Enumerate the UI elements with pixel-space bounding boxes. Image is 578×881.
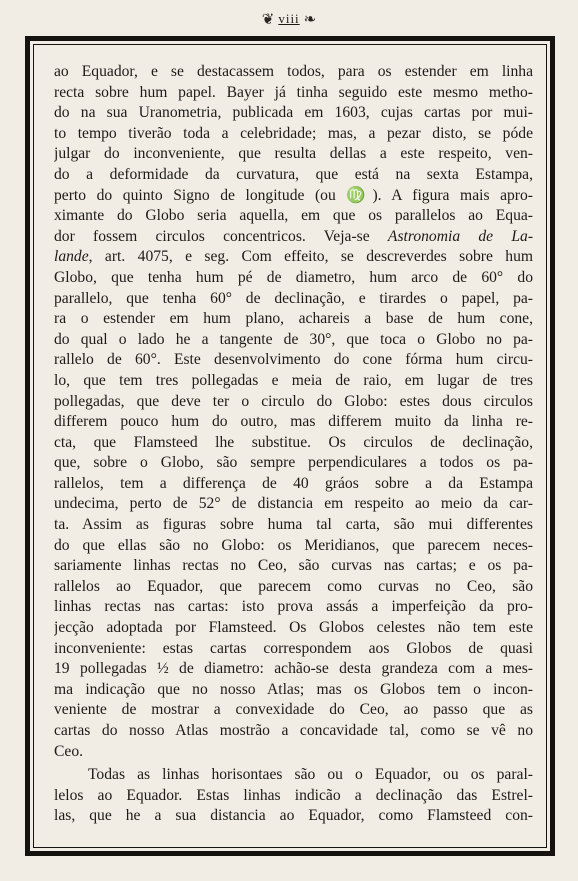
text-line: differem pouco hum do outro, mas differem muito da linha re- <box>54 413 533 431</box>
text-line: do a deformidade da curvatura, que está na sexta Estampa, <box>54 165 533 183</box>
text-line: to tempo tiverão toda a celebridade; mas, a pezar disto, se póde <box>54 124 533 142</box>
text-line: dor fossem circulos concentricos. Veja-se Astronomia de La- <box>54 227 533 245</box>
text-line: ao Equador, e se destacassem todos, para os estender em linha <box>54 63 533 80</box>
text-line: sariamente linhas rectas no Ceo, são curvas nas cartas; e os pa- <box>54 557 533 575</box>
text-line: las, que he a sua distancia ao Equador, como Flamsteed con- <box>54 807 533 825</box>
right-ornament-icon: ❧ <box>303 9 317 28</box>
text-line: do na sua Uranometria, publicada em 1603, cujas cartas por mui- <box>54 104 533 122</box>
text-line: rallelo de 60°. Este desenvolvimento do cone fórma hum circu- <box>54 351 533 369</box>
text-line: Ceo. <box>54 742 84 760</box>
text-line: do qual o lado he a tangente de 30°, que toca o Globo no pa- <box>54 330 533 348</box>
text-line: cartas do nosso Atlas mostrão a concavidade tal, como se vê no <box>54 722 533 739</box>
text-line: Globo, que tenha hum pé de diametro, hum arco de 60° do <box>54 268 533 286</box>
text-line: jecção adoptada por Flamsteed. Os Globos celestes não tem este <box>54 619 533 637</box>
text-line: undecima, perto de 52° de distancia em respeito ao meio da car- <box>54 495 533 513</box>
text-line: rallelos, tem a differença de 40 gráos sobre a da Estampa <box>54 474 533 492</box>
page-number: viii <box>278 11 300 26</box>
text-line: ma indicação que no nosso Atlas; mas os Globos tem o incon- <box>54 680 533 698</box>
text-line: recta sobre hum papel. Bayer já tinha seguido este mesmo metho- <box>54 83 533 101</box>
text-line: linhas rectas nas cartas: isto prova assás a imperfeição da pro- <box>54 598 533 616</box>
text-line: pollegadas, que deve ter o circulo do Globo: estes dous circulos <box>54 392 533 410</box>
page-header <box>0 6 578 32</box>
text-line: ta. Assim as figuras sobre huma tal carta, são mui differentes <box>54 516 533 534</box>
text-line: perto do quinto Signo de longitude (ou ♍). A figura mais apro- <box>54 186 533 204</box>
text-line: lo, que tem tres pollegadas e meia de raio, em lugar de tres <box>54 371 533 389</box>
text-line: rallelos ao Equador, que parecem como curvas no Ceo, são <box>54 577 533 595</box>
text-line: do que ellas são no Globo: os Meridianos, que parecem neces- <box>54 536 533 554</box>
text-line: Todas as linhas horisontaes são ou o Equador, ou os paral- <box>88 766 533 784</box>
text-line: parallelo, que tenha 60° de declinação, e tirardes o papel, pa- <box>54 289 533 307</box>
text-line: ra o estender em hum plano, achareis a base de hum cone, <box>54 310 533 328</box>
text-line: 19 pollegadas ½ de diametro: achão-se desta grandeza com a mes- <box>54 660 533 678</box>
text-line: julgar do inconveniente, que resulta dellas a este respeito, ven- <box>54 145 533 163</box>
text-line: cta, que Flamsteed lhe substitue. Os circulos de declinação, <box>54 433 533 451</box>
text-line: ximante do Globo seria aquella, em que os parallelos ao Equa- <box>54 207 533 225</box>
left-ornament-icon: ❦ <box>261 9 275 28</box>
paragraph-2 <box>54 765 533 827</box>
text-line: inconveniente: estas cartas correspondem aos Globos de quasi <box>54 639 533 657</box>
text-line: que, sobre o Globo, são sempre perpendiculares a todos os pa- <box>54 454 533 472</box>
text-line: veniente de mostrar a convexidade do Ceo, ao passo que as <box>54 701 533 719</box>
body-text <box>54 62 533 827</box>
text-line: lande, art. 4075, e seg. Com effeito, se descreverdes sobre hum <box>54 248 533 266</box>
text-line: lelos ao Equador. Estas linhas indicão a declinação das Estrel- <box>54 786 533 804</box>
paragraph-1 <box>54 62 533 762</box>
